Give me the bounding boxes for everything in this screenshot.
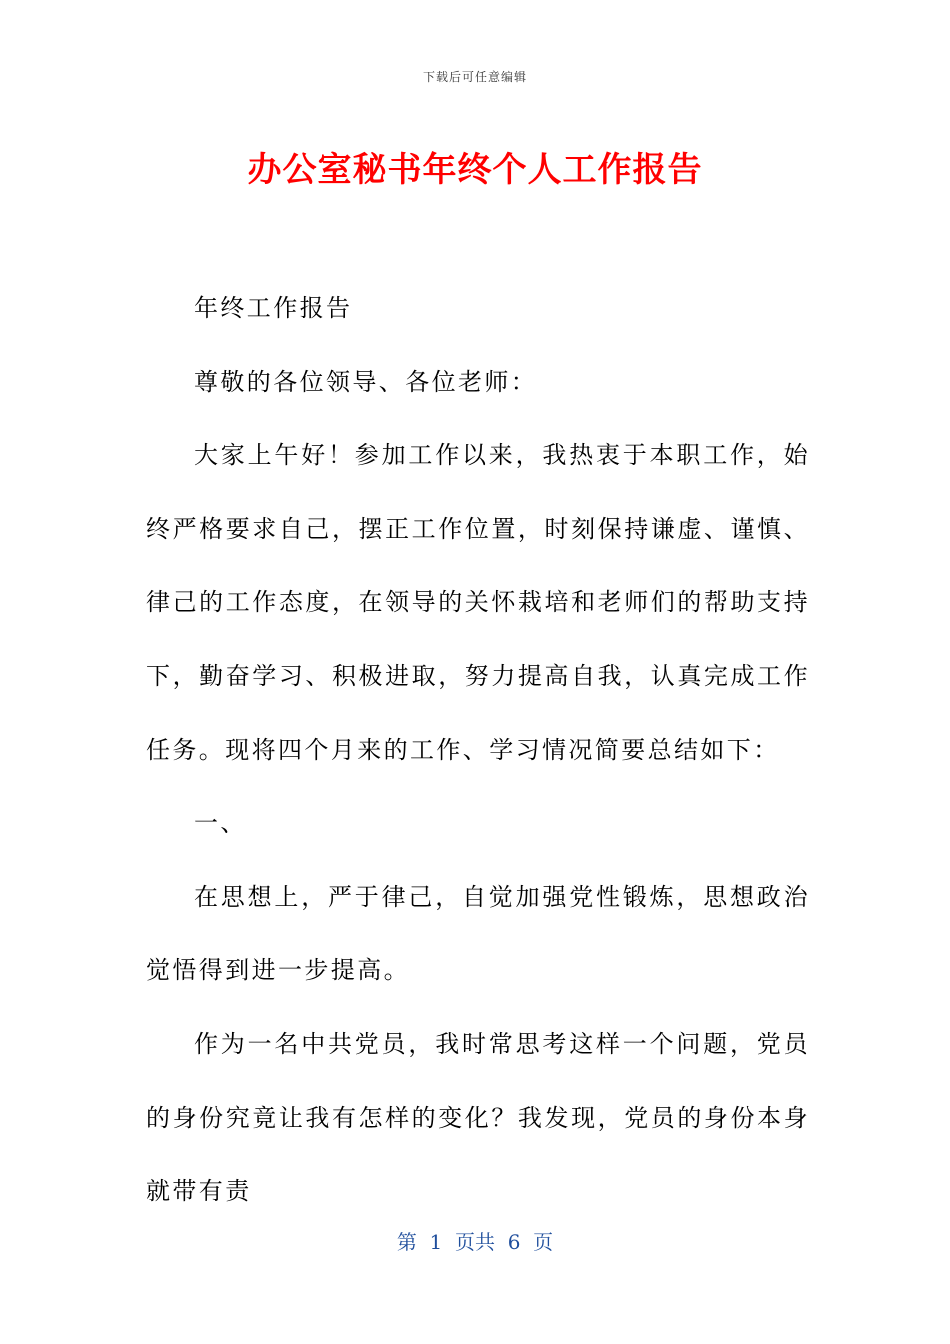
paragraph-section-one-heading: 在思想上，严于律己，自觉加强党性锻炼，思想政治觉悟得到进一步提高。 — [146, 882, 810, 985]
paragraph-introduction: 大家上午好！参加工作以来，我热衷于本职工作，始终严格要求自己，摆正工作位置，时刻保持谦虚、谨慎、律己的工作态度，在领导的关怀栽培和老师们的帮助支持下，勤奋学习、积极进取，努力提高自我，认真完成工作任务。现将四个月来的工作、学习情况简要总结如下： — [146, 441, 810, 764]
paragraph-salutation: 尊敬的各位领导、各位老师： — [194, 367, 538, 396]
page-number-footer: 第 1 页共 6 页 — [396, 1230, 554, 1254]
paragraph-report-heading: 年终工作报告 — [194, 294, 353, 322]
paragraph-party-member: 作为一名中共党员，我时常思考这样一个问题，党员的身份究竟让我有怎样的变化？我发现，党员的身份本身就带有责 — [146, 1029, 810, 1206]
header-note: 下载后可任意编辑 — [422, 70, 527, 84]
paragraph-section-one-marker: 一、 — [194, 809, 247, 838]
document-title: 办公室秘书年终个人工作报告 — [247, 150, 703, 190]
document-body — [146, 272, 810, 1229]
